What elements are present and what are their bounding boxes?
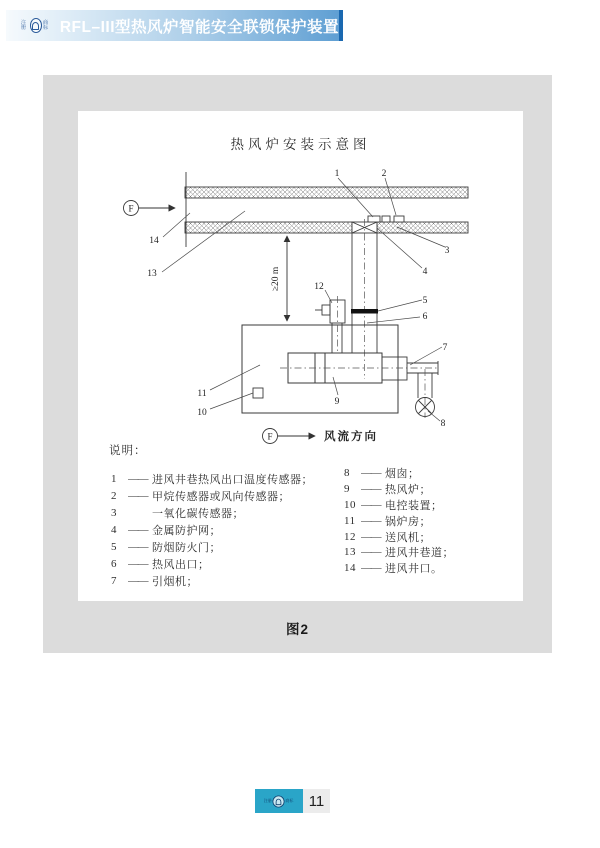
footer-logo-ring-icon [273,795,285,807]
figure-inner-panel [78,111,523,601]
callout-13: 13 [147,269,157,279]
legend-item-label: 热风炉； [385,483,431,496]
legend-item-dash: —— [128,489,147,502]
fire-damper [351,309,378,314]
draft-fan-assembly [382,357,438,418]
legend-item-dash: —— [361,546,380,559]
page-number: 11 [303,789,330,813]
legend-item-label: 甲烷传感器或风向传感器； [152,490,290,503]
leader-lines [162,178,445,421]
legend-item-number: 2 [111,489,117,502]
legend-item-label: 热风出口； [152,558,210,571]
legend-item-dash: —— [128,557,147,570]
legend-item-number: 14 [344,562,356,575]
legend-item-number: 13 [344,546,356,559]
legend-item-number: 12 [344,530,356,543]
legend-row [344,465,454,481]
sensor-boxes [368,216,404,222]
intake-roadway-walls [185,172,468,247]
legend-row [111,470,313,487]
brand-logo-icon [21,18,51,33]
figure-panel [43,75,552,653]
page-title: RFL–III型热风炉智能安全联锁保护装置 [59,18,339,36]
legend-item-dash: —— [361,498,380,511]
legend-item-label: 进风井巷热风出口温度传感器； [152,473,313,486]
logo-bell-icon [32,22,39,30]
legend-item-dash: —— [128,540,147,553]
callout-14: 14 [149,236,159,246]
footer-logo-left-text: 注册 [264,798,273,803]
legend-item-label: 引烟机； [152,575,198,588]
legend-row [111,555,313,572]
callout-10: 10 [197,408,207,418]
legend-row [344,560,454,576]
legend-item-label: 金属防护网； [152,524,221,537]
callout-3: 3 [444,246,450,256]
callout-5: 5 [422,296,428,306]
legend-item-number: 6 [111,557,117,570]
logo-left-text: 注册 [21,19,27,31]
legend-column-left [111,470,313,589]
legend-item-label: 防烟防火门； [152,541,221,554]
legend-item-number: 3 [111,506,117,519]
legend-item-label: 锅炉房； [385,515,431,528]
legend-row [111,487,313,504]
flow-direction-label: 风流方向 [324,431,378,443]
legend-item-dash: —— [128,472,147,485]
header-bar [6,10,343,41]
callout-11: 11 [197,389,207,399]
legend-row [344,513,454,529]
callout-9: 9 [334,397,340,407]
legend-item-label: 送风机； [385,531,431,544]
legend-item-dash: —— [361,466,380,479]
legend-row [111,504,313,521]
callout-1: 1 [334,169,340,179]
footer-logo-box [255,789,303,813]
legend-item-label: 电控装置； [385,499,443,512]
logo-right-text: 商标 [43,19,49,31]
legend-item-number: 5 [111,540,117,553]
legend-item-number: 9 [344,482,350,495]
legend-row [111,538,313,555]
dimension-20m [271,236,287,321]
legend-item-label: 一氧化碳传感器； [152,507,244,520]
legend-item-number: 7 [111,574,117,587]
flow-symbol-bottom: F [267,431,273,442]
logo-ring-icon [30,18,42,33]
legend-item-dash: —— [128,523,147,536]
legend-item-dash: —— [128,574,147,587]
footer-brand-logo-icon [264,795,294,807]
furnace [280,353,438,383]
legend-row [344,544,454,560]
legend-item-number: 8 [344,466,350,479]
legend-row [344,481,454,497]
legend-item-label: 进风井口。 [385,563,443,576]
callout-12: 12 [314,282,324,292]
legend-item-label: 烟囱； [385,467,420,480]
legend-row [344,497,454,513]
airflow-arrow-top [124,201,176,216]
legend-item-number: 11 [344,514,356,527]
callout-6: 6 [422,312,428,322]
callout-7: 7 [442,343,448,353]
legend-item-dash: —— [361,482,380,495]
callout-2: 2 [381,169,387,179]
control-box [253,388,263,398]
callout-numbers [147,169,449,429]
legend-item-number: 1 [111,472,117,485]
callout-8: 8 [440,419,446,429]
legend-row [111,521,313,538]
figure-title: 热风炉安装示意图 [230,137,371,152]
footer-logo-right-text: 商标 [285,798,294,803]
dimension-label: ≥20 m [271,266,281,292]
legend-column-right [344,465,454,576]
flow-symbol-top: F [128,203,134,214]
legend-item-dash: —— [361,530,380,543]
chimney-duct [352,219,377,379]
callout-4: 4 [422,267,428,277]
airflow-legend [263,429,379,444]
legend-row [111,572,313,589]
legend-item-number: 4 [111,523,117,536]
footer-logo-bell-icon [276,798,282,804]
legend-item-label: 进风井巷道； [385,547,454,560]
figure-caption: 图2 [285,622,309,637]
boiler-room [242,325,398,413]
legend-heading: 说明： [109,445,147,457]
legend-item-dash: —— [361,514,380,527]
legend-row [344,529,454,545]
legend-item-number: 10 [344,498,356,511]
legend-item-dash: —— [361,562,380,575]
